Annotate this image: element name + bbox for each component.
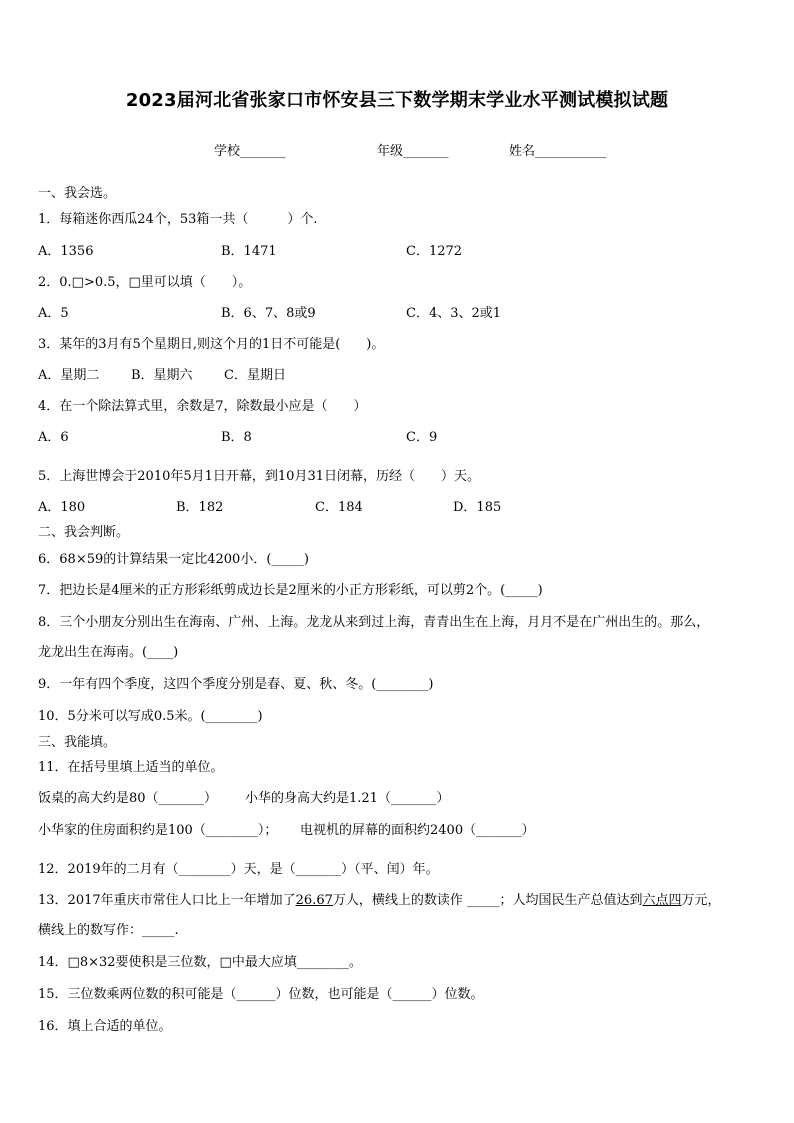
question-15: 15．三位数乘两位数的积可能是（______）位数，也可能是（______）位数。 — [38, 987, 484, 1002]
school-field: 学校_______ — [214, 144, 286, 159]
q3-option-b: B．星期六 — [131, 368, 193, 383]
q13-underlined-words: 六点四 — [642, 893, 682, 908]
q13-text-2: 万人，横线上的数读作 _____；人均国民生产总值达到 — [332, 893, 643, 908]
question-4: 4．在一个除法算式里，余数是7，除数最小应是（ ） — [38, 399, 367, 414]
q2-option-c: C．4、3、2或1 — [406, 306, 502, 321]
q5-option-d: D．185 — [453, 500, 502, 515]
question-13-line-2: 横线上的数写作：_____. — [38, 923, 179, 938]
q11-item-house-area: 小华家的住房面积约是100（________）； — [38, 823, 278, 838]
q13-text-3: 万元， — [681, 893, 721, 908]
question-8-line-1: 8．三个小朋友分别出生在海南、广州、上海。龙龙从来到过上海，青青出生在上海，月月不是在广州出生的。那么， — [38, 615, 710, 630]
question-12: 12．2019年的二月有（________）天，是（_______）（平、闰）年。 — [38, 862, 439, 877]
question-16: 16．填上合适的单位。 — [38, 1019, 172, 1034]
q1-option-a: A．1356 — [38, 244, 94, 259]
question-14: 14．□8×32要使积是三位数，□中最大应填________。 — [38, 955, 362, 970]
question-9: 9．一年有四个季度，这四个季度分别是春、夏、秋、冬。(________) — [38, 677, 434, 692]
q4-option-c: C．9 — [406, 430, 438, 445]
q11-item-height: 小华的身高大约是1.21（_______） — [245, 791, 450, 806]
question-10: 10．5分米可以写成0.5米。(________) — [38, 709, 263, 724]
question-5: 5．上海世博会于2010年5月1日开幕，到10月31日闭幕，历经（ ）天。 — [38, 469, 480, 484]
question-2: 2．0.□>0.5，□里可以填（ ）。 — [38, 275, 252, 290]
q11-item-table-height: 饭桌的高大约是80（_______） — [38, 791, 218, 806]
question-8-line-2: 龙龙出生在海南。(____) — [38, 645, 179, 660]
q4-option-b: B．8 — [221, 430, 252, 445]
q2-option-b: B．6、7、8或9 — [221, 306, 316, 321]
question-7: 7．把边长是4厘米的正方形彩纸剪成边长是2厘米的小正方形彩纸，可以剪2个。(_____) — [38, 583, 543, 598]
q3-option-a: A．星期二 — [38, 368, 100, 383]
q4-option-a: A．6 — [38, 430, 69, 445]
q1-option-b: B．1471 — [221, 244, 277, 259]
q13-text-1: 13．2017年重庆市常住人口比上一年增加了 — [38, 893, 296, 908]
q11-item-screen-area: 电视机的屏幕的面积约2400（_______） — [300, 823, 535, 838]
question-11: 11．在括号里填上适当的单位。 — [38, 760, 224, 775]
section-heading-judge: 二、我会判断。 — [38, 525, 130, 540]
section-heading-fill: 三、我能填。 — [38, 735, 117, 750]
q13-underlined-number: 26.67 — [295, 893, 333, 908]
section-heading-choice: 一、我会选。 — [38, 186, 117, 201]
q3-option-c: C．星期日 — [224, 368, 286, 383]
grade-field: 年级_______ — [377, 144, 449, 159]
question-6: 6．68×59的计算结果一定比4200小．(_____) — [38, 552, 309, 567]
question-1: 1．每箱迷你西瓜24个，53箱一共（ ）个. — [38, 212, 318, 227]
question-3: 3．某年的3月有5个星期日,则这个月的1日不可能是( )。 — [38, 337, 385, 352]
name-field: 姓名___________ — [509, 144, 607, 159]
q5-option-a: A．180 — [38, 500, 86, 515]
q5-option-c: C．184 — [315, 500, 363, 515]
q5-option-b: B．182 — [176, 500, 224, 515]
q2-option-a: A．5 — [38, 306, 69, 321]
q1-option-c: C．1272 — [406, 244, 463, 259]
page-title: 2023届河北省张家口市怀安县三下数学期末学业水平测试模拟试题 — [125, 90, 669, 111]
question-13-line-1 — [38, 889, 721, 908]
